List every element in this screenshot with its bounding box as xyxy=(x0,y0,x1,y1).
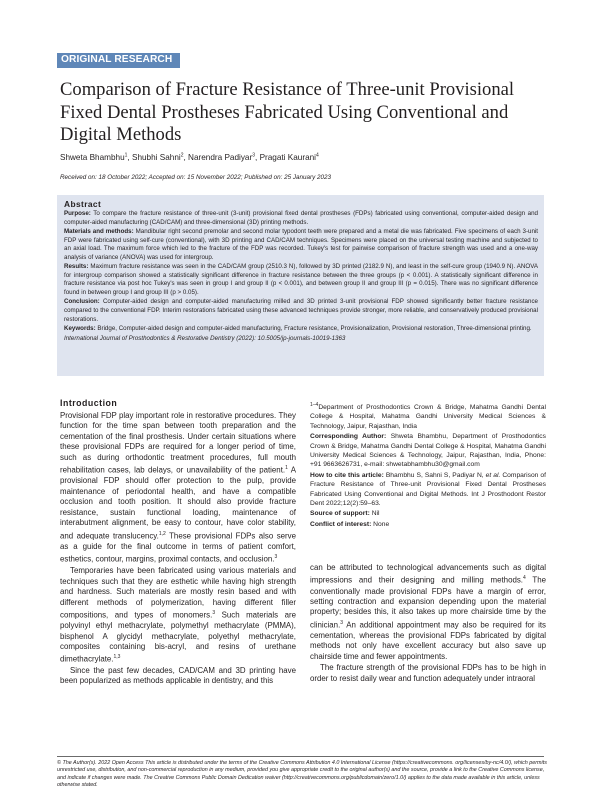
citation-mark: 3 xyxy=(212,610,216,617)
paragraph-text: These provisional FDPs also serve as a guide for the final outcome in terms of patient comfort, esthetics, contour, margins, proximal contacts, and occlusion. xyxy=(60,531,296,564)
author-name: Shweta Bhambhu xyxy=(60,153,125,162)
abstract-conclusion xyxy=(64,298,538,324)
paragraph-text: A provisional FDP should offer protection to the pulp, provide maintenance of periodontal health, and have a compatible occlusion and tooth position. It should also provide fracture resistance, sustain functional loading, maintenance of interabutment alignment, be easy to contour, have color stability, and adequate translucency. xyxy=(60,465,296,541)
abstract-keywords xyxy=(64,325,538,334)
paragraph-text: Since the past few decades, CAD/CAM and 3D printing have been popularized as methods applicable in dentistry, and this xyxy=(60,665,296,685)
conflict-of-interest xyxy=(310,520,546,529)
article-type-label: ORIGINAL RESEARCH xyxy=(61,54,173,65)
how-to-cite-label: How to cite this article: xyxy=(310,471,384,479)
author-name: Pragati Kaurani xyxy=(259,153,316,162)
paragraph-text: Temporaries have been fabricated using various materials and techniques such that they are esthetic while having high strength and hardness. Such materials are mostly resin based and with different methods of polymerization, having different filler compositions, and types of monomers. xyxy=(60,566,296,620)
abstract-label: Purpose: xyxy=(64,210,91,217)
introduction-column-right xyxy=(310,563,546,684)
corresponding-author-text: Shweta Bhambhu, Department of Prosthodontics Crown & Bridge, Mahatma Gandhi Dental College & Hospital, Mahatma Gandhi University Medical Sciences & Technology, Jaipur, Rajasthan, India, Phone: +91 9663626731, e-mail: shwetabhambhu30@gmail.com xyxy=(310,433,546,469)
citation-mark: 1,3 xyxy=(113,654,121,661)
paragraph xyxy=(310,663,546,684)
citation-mark: 3 xyxy=(340,619,344,626)
abstract-methods xyxy=(64,228,538,262)
footer-divider xyxy=(57,756,544,757)
source-of-support-value: Nil xyxy=(371,510,380,518)
article-type-banner xyxy=(57,53,180,68)
paragraph xyxy=(60,411,296,565)
publication-dates: Received on: 18 October 2022; Accepted on: 15 November 2022; Published on: 25 January 2023 xyxy=(60,174,332,181)
how-to-cite-text: Comparison of Fracture Resistance of Three-unit Provisional Fixed Dental Prostheses Fabricated Using Conventional and Digital Methods. Int J Prosthodont Restor Dent 2022;12(2):59–63. xyxy=(310,471,546,508)
how-to-cite xyxy=(310,471,546,509)
abstract-label: Keywords: xyxy=(64,325,96,333)
affiliation-mark: 1–4 xyxy=(310,401,319,408)
corresponding-author xyxy=(310,432,546,470)
paragraph-text: The conventionally made provisional FDPs have a margin of error, setting contraction and expansion depending upon the material property; besides this, it also takes up more chairside time by the clinician. xyxy=(310,576,547,630)
introduction-column-left xyxy=(60,411,296,686)
abstract-label: Materials and methods: xyxy=(64,228,134,236)
author-affiliation-mark: 3 xyxy=(252,152,255,159)
abstract-results xyxy=(64,263,538,297)
article-title: Comparison of Fracture Resistance of Three-unit Provisional Fixed Dental Prostheses Fabricated Using Conventional and Digital Methods xyxy=(60,79,515,146)
author-affiliation-mark: 2 xyxy=(180,152,184,159)
department-text: Department of Prosthodontics Crown & Bridge, Mahatma Gandhi Dental College & Hospital, Mahatma Gandhi University Medical Sciences & Technology, Jaipur, Rajasthan, India xyxy=(310,404,546,430)
author-name: Narendra Padiyar xyxy=(188,153,253,162)
paragraph-text: An additional appointment may also be required for its cementation, whereas the provisional FDPs fabricated by digital methods not only have excellent accuracy but also save up chairside time and fewer appointments. xyxy=(310,620,546,661)
conflict-of-interest-label: Conflict of interest: xyxy=(310,520,372,528)
abstract-text: Computer-aided design and computer-aided manufacturing milled and 3D printed 3-unit provisional FDP showed significantly better fracture resistance compared to the conventional FDP. Interim restorations fabricated using these advanced techniques provide stronger, more reliable, and conservatively produced provisional restorations. xyxy=(64,298,538,323)
citation-mark: 4 xyxy=(523,575,526,582)
paragraph-text: Provisional FDP play important role in restorative procedures. They function for the time span between tooth preparation and the cementation of the final prosthesis. Under certain situations where these provisional FDPs are required for a longer period of time, such as during orthodontic treatment procedures, full mouth rehabilitation cases, lab delays, or unavailability of the patient. xyxy=(60,411,296,475)
abstract-label: Conclusion: xyxy=(64,298,100,306)
license-text: © The Author(s). 2022 Open Access This article is distributed under the terms of the Creative Commons Attribution 4.0 International License (https://creativecommons. org/licenses/by-nc/4.0/), which permits unrestricted use, distribution, and non-commercial reproduction in any medium, provided you give appropriate credit to the original author(s) and the source, provide a link to the Creative Commons license, and indicate if changes were made. The Creative Commons Public Domain Dedication waiver (http://creativecommons.org/publicdomain/zero/1.0/) applies to the data made available in this article, unless otherwise stated. xyxy=(57,760,547,789)
author-affiliation-mark: 1 xyxy=(124,152,128,159)
paragraph xyxy=(60,666,296,687)
affiliation-block xyxy=(310,403,546,530)
abstract-text: Mandibular right second premolar and second molar typodont teeth were prepared and a metal die was fabricated. Five specimens of each 3-unit FDP were fabricated using self-cure (conventional), with 3D printing and CAD/CAM techniques. Specimens were placed on the universal testing machine and subjected to an axial load. The maximum force which led to the fracture of the FDP was recorded. Tukey's test for pairwise comparison of fracture strength was used and a one-way analysis of variance (ANOVA) was used for intergroup. xyxy=(64,228,538,261)
abstract-body xyxy=(64,210,538,344)
citation-mark: 1,2 xyxy=(158,530,166,537)
source-of-support-label: Source of support: xyxy=(310,510,370,518)
author-name: Shubhi Sahni xyxy=(131,153,181,162)
conflict-of-interest-value: None xyxy=(373,520,390,528)
paragraph xyxy=(60,566,296,665)
citation-mark: 1 xyxy=(285,465,288,472)
citation-text: International Journal of Prosthodontics & Restorative Dentistry (2022): 10.5005/jp-journals-10019-1363 xyxy=(64,334,346,342)
introduction-heading: Introduction xyxy=(60,398,118,408)
abstract-text: Bridge, Computer-aided design and computer-aided manufacturing, Fracture resistance, Provisionalization, Provisional restoration, Three-dimensional printing. xyxy=(97,325,532,333)
paragraph-text: can be attributed to technological advancements such as digital impressions and their designing and milling methods. xyxy=(310,563,546,586)
journal-citation xyxy=(64,335,538,344)
author-affiliation-mark: 4 xyxy=(316,152,319,159)
abstract-purpose xyxy=(64,210,538,227)
paragraph-text: Such materials are polyvinyl ethyl methacrylate, polymethyl methacrylate (PMMA), bisphenol A glycidyl methacrylate, polyethyl methacrylate, composites containing bis-acryl, and resins of urethane dimethacrylate. xyxy=(60,610,296,665)
author-list: Shweta Bhambhu$^1$, Shubhi Sahni$^2$, Narendra Padiyar$^3$, Pragati Kaurani$^4$ xyxy=(60,152,319,162)
paragraph xyxy=(310,563,546,662)
abstract-box xyxy=(57,195,544,376)
paragraph-text: The fracture strength of the provisional FDPs has to be high in order to resist daily wear and function adequately under intraoral xyxy=(310,663,546,683)
license-footer xyxy=(57,760,547,790)
how-to-cite-text: Bhambhu S, Sahni S, Padiyar N, xyxy=(385,471,484,479)
citation-mark: 3 xyxy=(274,554,278,561)
abstract-text: Maximum fracture resistance was seen in the CAD/CAM group (2510.3 N), followed by 3D printed (2182.9 N), and least in the self-cure group (1940.9 N). ANOVA for intergroup comparison showed a statistically significant difference in fracture resistance between the three groups (p < 0.001). A statistically significant difference in fracture resistance via post hoc Tukey's was seen in group I and group II (p < 0.001), and between group II and group III (p = 0.015). There was no significant difference found in between group I and group III (p > 0.05). xyxy=(64,263,538,296)
abstract-label: Results: xyxy=(64,263,89,271)
abstract-text: To compare the fracture resistance of three-unit (3-unit) provisional fixed dental prostheses (FDPs) fabricated using conventional, computer-aided design and computer-aided manufacturing (CAD/CAM) and three-dimensional (3D) printing methods. xyxy=(64,210,538,226)
corresponding-author-label: Corresponding Author: xyxy=(310,433,387,441)
abstract-heading: Abstract xyxy=(64,199,102,209)
source-of-support xyxy=(310,509,546,518)
how-to-cite-etal: et al. xyxy=(485,471,501,479)
affiliation-text xyxy=(310,403,546,431)
